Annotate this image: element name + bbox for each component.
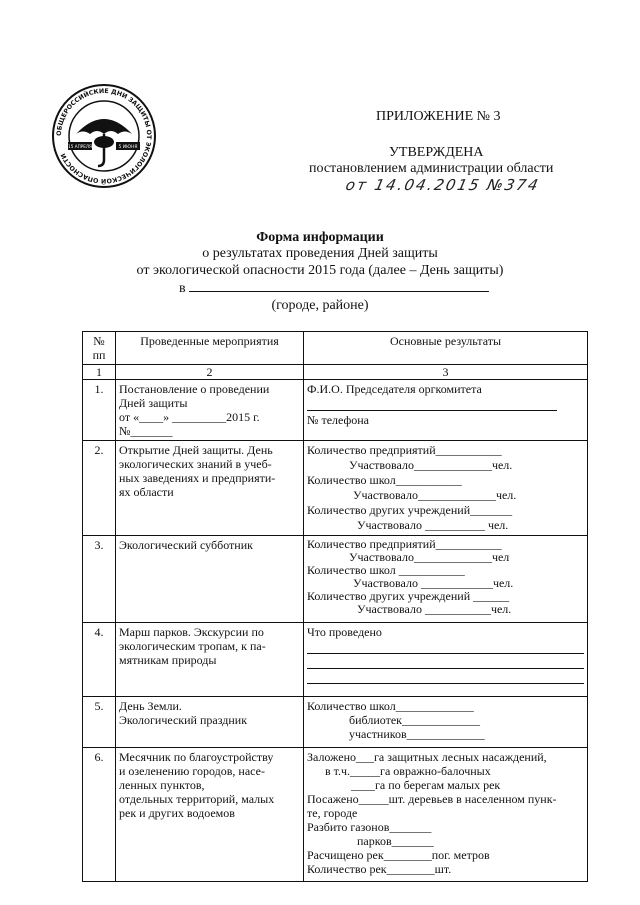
row-result — [304, 697, 588, 748]
event-line: от «____» _________2015 г. — [119, 410, 260, 424]
row-result — [304, 441, 588, 536]
table-row — [83, 536, 588, 623]
event-line: Месячник по благоустройству — [119, 750, 274, 764]
result-line: парков_______ — [357, 834, 434, 848]
blank-rule — [307, 671, 584, 684]
result-line: Участвовало ___________чел. — [357, 602, 512, 616]
form-subtitle-2: от экологической опасности 2015 года (далее – День защиты) — [136, 263, 504, 278]
result-line: Участвовало_____________чел. — [353, 488, 517, 502]
row-event — [116, 441, 304, 536]
result-line: Количество школ___________ — [307, 473, 462, 487]
event-line: рек и других водоемов — [119, 806, 235, 820]
result-line: Расчищено рек________пог. метров — [307, 848, 490, 862]
header-num: № пп — [83, 332, 116, 365]
event-line: ленных пунктов, — [119, 778, 205, 792]
row-event — [116, 380, 304, 441]
header-results: Основные результаты — [304, 332, 588, 365]
result-line: Количество предприятий___________ — [307, 443, 502, 457]
appendix-label: ПРИЛОЖЕНИЕ № 3 — [376, 109, 501, 124]
event-line: Дней защиты — [119, 396, 188, 410]
result-line: Что проведено — [307, 625, 382, 639]
result-line: Посажено_____шт. деревьев в населенном пунк- — [307, 792, 557, 806]
row-number: 2. — [83, 441, 116, 536]
result-line: Количество других учреждений ______ — [307, 589, 510, 603]
result-line: Количество рек________шт. — [307, 862, 452, 876]
result-line: Количество предприятий___________ — [307, 537, 502, 551]
column-number-row — [83, 365, 588, 380]
event-line: Экологический субботник — [119, 538, 253, 552]
event-line: Экологический праздник — [119, 713, 248, 727]
result-line: Участвовало_____________чел. — [349, 458, 513, 472]
table-row — [83, 697, 588, 748]
row-event — [116, 536, 304, 623]
event-line: День Земли. — [119, 699, 182, 713]
form-title: Форма информации — [256, 230, 384, 245]
table-row — [83, 623, 588, 697]
col-number: 1 — [83, 365, 116, 380]
result-line: Участвовало __________ чел. — [357, 518, 509, 532]
blank-rule — [307, 398, 557, 411]
event-line: экологических знаний в учеб- — [119, 457, 272, 471]
emblem-left-date: 15 АПРЕЛЯ — [68, 144, 92, 149]
event-line: Марш парков. Экскурсии по — [119, 625, 264, 639]
result-line: участников_____________ — [349, 727, 485, 741]
emblem-right-date: 5 ИЮНЯ — [118, 145, 138, 150]
event-line: ных заведениях и предприяти- — [119, 471, 276, 485]
result-line: Количество школ_____________ — [307, 699, 474, 713]
col-number: 2 — [116, 365, 304, 380]
event-line: отдельных территорий, малых — [119, 792, 275, 806]
place-line — [179, 280, 497, 297]
row-result — [304, 748, 588, 882]
place-hint: (городе, районе) — [271, 298, 369, 313]
header-events: Проведенные мероприятия — [116, 332, 304, 365]
event-line: экологическим тропам, к па- — [119, 639, 266, 653]
row-event — [116, 697, 304, 748]
row-number: 4. — [83, 623, 116, 697]
result-line: Количество других учреждений_______ — [307, 503, 513, 517]
result-line: Разбито газонов_______ — [307, 820, 432, 834]
row-event — [116, 748, 304, 882]
report-table — [82, 331, 588, 882]
event-line: и озеленению городов, насе- — [119, 764, 265, 778]
emblem-graphic — [50, 82, 158, 190]
result-line: Количество школ ___________ — [307, 563, 465, 577]
result-line: в т.ч._____га овражно-балочных — [325, 764, 491, 778]
event-line: Открытие Дней защиты. День — [119, 443, 273, 457]
place-blank — [189, 280, 489, 292]
result-line: № телефона — [307, 413, 370, 427]
blank-rule — [307, 641, 584, 654]
event-line: ях области — [119, 485, 174, 499]
table-row — [83, 380, 588, 441]
handwritten-date: от 14.04.2015 №374 — [344, 176, 542, 194]
col-number: 3 — [304, 365, 588, 380]
row-result — [304, 623, 588, 697]
result-line: ____га по берегам малых рек — [351, 778, 501, 792]
emblem-seal — [50, 82, 158, 190]
row-number: 3. — [83, 536, 116, 623]
result-line: те, городе — [307, 806, 358, 820]
result-line: библиотек_____________ — [349, 713, 480, 727]
table-row — [83, 441, 588, 536]
table-row — [83, 748, 588, 882]
result-line: Участвовало ____________чел. — [353, 576, 514, 590]
form-subtitle-1: о результатах проведения Дней защиты — [202, 246, 438, 261]
blank-rule — [307, 656, 584, 669]
row-number: 5. — [83, 697, 116, 748]
row-event — [116, 623, 304, 697]
approved-label: УТВЕРЖДЕНА — [389, 145, 484, 160]
event-line: Постановление о проведении — [119, 382, 270, 396]
result-line: Участвовало_____________чел — [349, 550, 510, 564]
emblem-ring-text: ОБЩЕРОССИЙСКИЕ ДНИ ЗАЩИТЫ ОТ ЭКОЛОГИЧЕСКОЙ ОПАСНОСТИ — [55, 87, 153, 185]
table-header-row — [83, 332, 588, 365]
result-line: Заложено___га защитных лесных насаждений, — [307, 750, 547, 764]
event-line: №_______ — [119, 424, 173, 438]
result-line: Ф.И.О. Председателя оргкомитета — [307, 382, 482, 396]
event-line: мятникам природы — [119, 653, 217, 667]
row-result — [304, 380, 588, 441]
approved-by: постановлением администрации области — [309, 161, 554, 176]
row-number: 1. — [83, 380, 116, 441]
place-prefix: в — [179, 281, 186, 296]
row-number: 6. — [83, 748, 116, 882]
row-result — [304, 536, 588, 623]
